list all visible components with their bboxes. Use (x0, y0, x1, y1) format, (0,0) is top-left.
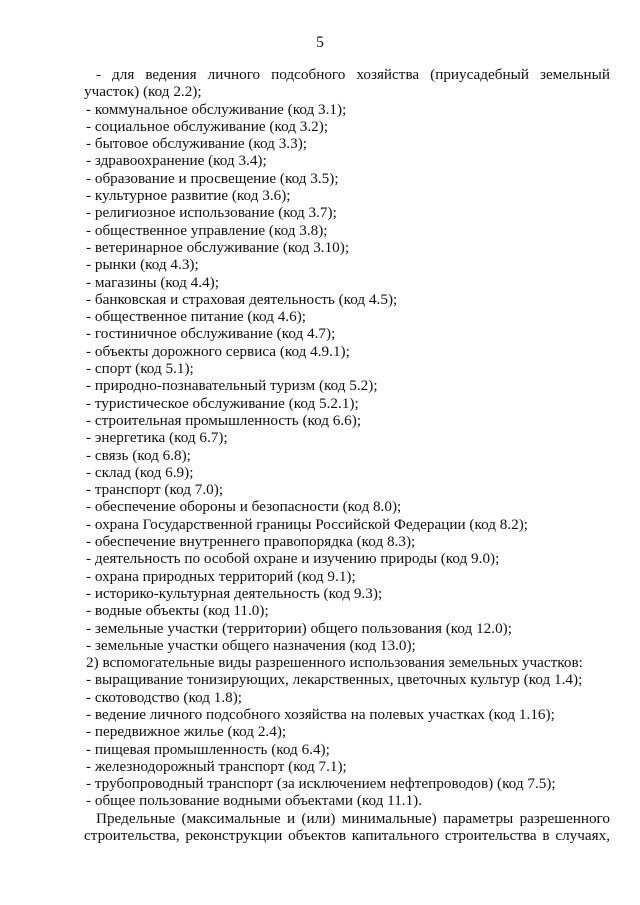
list-item: - природно-познавательный туризм (код 5.2); (86, 377, 378, 395)
document-body (86, 66, 610, 844)
list-item: - историко-культурная деятельность (код 9.3); (86, 584, 383, 602)
list-item: - туристическое обслуживание (код 5.2.1); (86, 394, 359, 412)
list-item: - гостиничное обслуживание (код 4.7); (86, 325, 336, 343)
intro-line-1: - для ведения личного подсобного хозяйства (приусадебный земельный (96, 66, 610, 83)
list-item: - деятельность по особой охране и изучению природы (код 9.0); (86, 550, 500, 568)
intro-line-2: участок) (код 2.2); (84, 83, 202, 101)
list-item: - объекты дорожного сервиса (код 4.9.1); (86, 342, 350, 360)
list-item: - общественное управление (код 3.8); (86, 221, 328, 239)
list-item: - охрана природных территорий (код 9.1); (86, 567, 356, 585)
list-item: - транспорт (код 7.0); (86, 481, 224, 499)
list-item: - энергетика (код 6.7); (86, 429, 228, 447)
page-number: 5 (316, 34, 324, 51)
list-item: - ветеринарное обслуживание (код 3.10); (86, 238, 350, 256)
list-item: - склад (код 6.9); (86, 463, 194, 481)
auxiliary-use-list (86, 671, 610, 809)
list-item: - охрана Государственной границы Российской Федерации (код 8.2); (86, 515, 529, 533)
list-item: - обеспечение внутреннего правопорядка (код 8.3); (86, 533, 416, 551)
list-item: - рынки (код 4.3); (86, 256, 199, 274)
list-item: - общее пользование водными объектами (код 11.1). (86, 792, 423, 810)
list-item: - связь (код 6.8); (86, 446, 191, 464)
list-item: - земельные участки общего назначения (код 13.0); (86, 636, 416, 654)
list-item: - скотоводство (код 1.8); (86, 688, 243, 706)
section-2-heading: 2) вспомогательные виды разрешенного использования земельных участков: (86, 654, 583, 672)
list-item: - земельные участки (территории) общего пользования (код 12.0); (86, 619, 512, 637)
list-item: - трубопроводный транспорт (за исключением нефтепроводов) (код 7.5); (86, 775, 556, 793)
list-item: - бытовое обслуживание (код 3.3); (86, 135, 307, 153)
list-item: - здравоохранение (код 3.4); (86, 152, 267, 170)
list-item: - передвижное жилье (код 2.4); (86, 723, 287, 741)
list-item: - ведение личного подсобного хозяйства на полевых участках (код 1.16); (86, 705, 555, 723)
list-item: - строительная промышленность (код 6.6); (86, 411, 362, 429)
list-item: - спорт (код 5.1); (86, 360, 194, 378)
list-item: - образование и просвещение (код 3.5); (86, 169, 339, 187)
closing-line-2: строительства, реконструкции объектов капитального строительства в случаях, (84, 827, 610, 845)
list-item: - обеспечение обороны и безопасности (код 8.0); (86, 498, 402, 516)
list-item: - пищевая промышленность (код 6.4); (86, 740, 330, 758)
list-item: - социальное обслуживание (код 3.2); (86, 117, 329, 135)
closing-line-1: Предельные (максимальные и (или) минимальные) параметры разрешенного (96, 809, 610, 827)
list-item: - общественное питание (код 4.6); (86, 308, 306, 326)
list-item: - культурное развитие (код 3.6); (86, 187, 291, 205)
list-item: - коммунальное обслуживание (код 3.1); (86, 100, 347, 118)
main-use-list (86, 101, 610, 655)
list-item: - банковская и страховая деятельность (код 4.5); (86, 290, 398, 308)
list-item: - магазины (код 4.4); (86, 273, 219, 291)
list-item: - выращивание тонизирующих, лекарственных, цветочных культур (код 1.4); (86, 671, 583, 689)
list-item: - религиозное использование (код 3.7); (86, 204, 337, 222)
list-item: - железнодорожный транспорт (код 7.1); (86, 757, 347, 775)
list-item: - водные объекты (код 11.0); (86, 602, 269, 620)
